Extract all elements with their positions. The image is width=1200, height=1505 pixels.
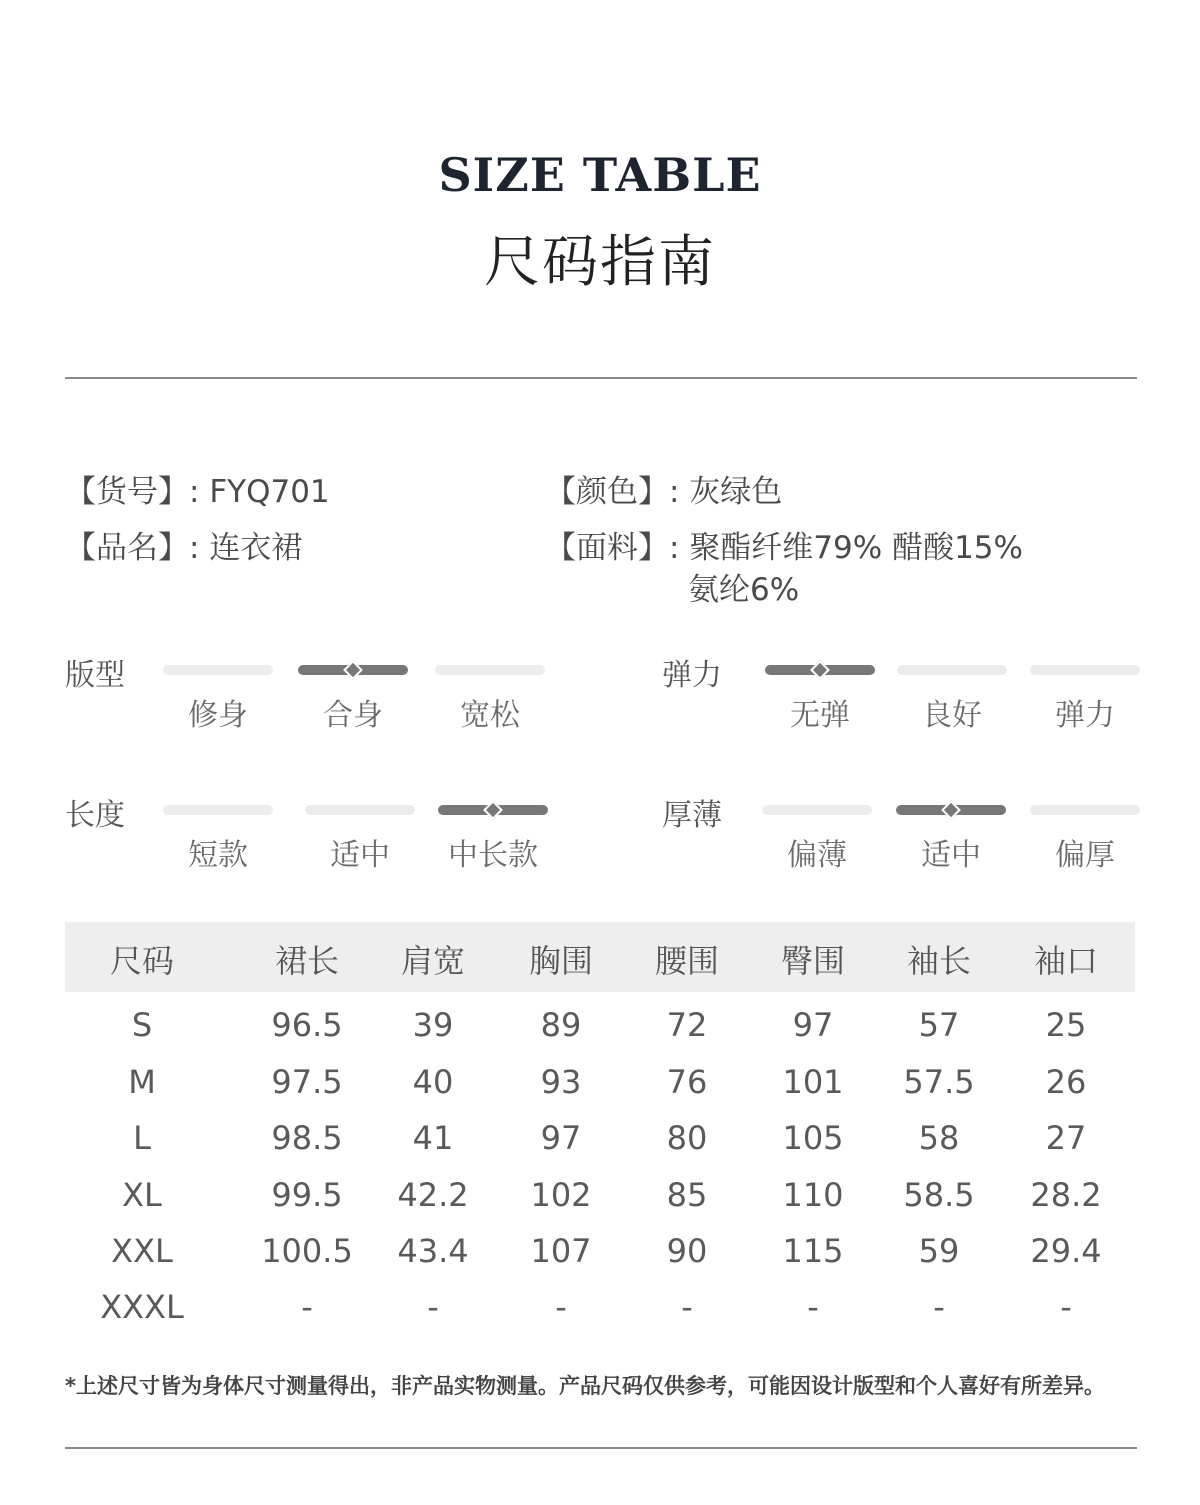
table-cell: 58.5 <box>903 1176 975 1214</box>
product-fabric-label: 【面料】: <box>545 530 680 566</box>
table-cell: 59 <box>918 1232 960 1270</box>
table-cell: 102 <box>530 1176 592 1214</box>
table-cell: 76 <box>666 1063 708 1101</box>
table-cell: 58 <box>918 1119 960 1157</box>
item-number-label: 【货号】: <box>65 474 200 510</box>
table-size-cell: M <box>128 1063 156 1101</box>
table-cell: 85 <box>666 1176 708 1214</box>
stretch-label: 弹力 <box>662 658 722 693</box>
table-cell: 110 <box>782 1176 844 1214</box>
thickness-option-1: 偏薄 <box>787 838 847 873</box>
length-track-2 <box>305 805 415 815</box>
table-cell: 93 <box>540 1063 582 1101</box>
top-divider <box>65 377 1137 379</box>
table-cell: - <box>301 1288 313 1326</box>
fit-track-3 <box>435 665 545 675</box>
page-title-zh: 尺码指南 <box>484 230 716 295</box>
table-cell: 57.5 <box>903 1063 975 1101</box>
table-cell: 39 <box>412 1006 454 1044</box>
table-size-cell: XXXL <box>100 1288 184 1326</box>
thickness-track-1 <box>762 805 872 815</box>
product-name-label: 【品名】: <box>65 530 200 566</box>
product-color-label: 【颜色】: <box>545 474 680 510</box>
fit-track-1 <box>163 665 273 675</box>
table-cell: 80 <box>666 1119 708 1157</box>
length-label: 长度 <box>65 798 125 833</box>
table-cell: 27 <box>1045 1119 1087 1157</box>
stretch-option-3: 弹力 <box>1055 698 1115 733</box>
product-fabric-value-line2: 氨纶6% <box>688 572 800 608</box>
table-cell: 25 <box>1045 1006 1087 1044</box>
table-header-cell: 裙长 <box>274 942 339 980</box>
fit-label: 版型 <box>65 658 125 693</box>
item-number-value: FYQ701 <box>209 474 330 510</box>
stretch-track-2 <box>897 665 1007 675</box>
table-cell: 99.5 <box>271 1176 343 1214</box>
table-cell: 29.4 <box>1030 1232 1102 1270</box>
stretch-option-1: 无弹 <box>790 698 850 733</box>
table-cell: - <box>427 1288 439 1326</box>
table-cell: - <box>933 1288 945 1326</box>
table-cell: 42.2 <box>397 1176 469 1214</box>
table-header-cell: 袖口 <box>1033 942 1098 980</box>
table-header-cell: 胸围 <box>528 942 593 980</box>
thickness-track-2 <box>896 805 1006 815</box>
table-cell: 96.5 <box>271 1006 343 1044</box>
table-cell: 72 <box>666 1006 708 1044</box>
table-cell: 97 <box>792 1006 834 1044</box>
table-cell: 90 <box>666 1232 708 1270</box>
fit-track-2 <box>298 665 408 675</box>
table-header-cell: 尺码 <box>109 942 174 980</box>
table-cell: 97.5 <box>271 1063 343 1101</box>
product-fabric-value-line1: 聚酯纤维79% 醋酸15% <box>689 530 1023 566</box>
product-name <box>65 526 302 570</box>
length-option-3: 中长款 <box>448 838 538 873</box>
table-cell: 107 <box>530 1232 592 1270</box>
product-name-value: 连衣裙 <box>209 530 303 566</box>
table-cell: 97 <box>540 1119 582 1157</box>
table-header-cell: 臀围 <box>780 942 845 980</box>
fit-option-3: 宽松 <box>460 698 520 733</box>
page-title-en: SIZE TABLE <box>438 148 762 202</box>
length-selected-marker <box>483 800 503 820</box>
product-color <box>545 470 782 514</box>
table-cell: 41 <box>412 1119 454 1157</box>
length-track-1 <box>163 805 273 815</box>
thickness-selected-marker <box>941 800 961 820</box>
table-cell: 115 <box>782 1232 844 1270</box>
table-cell: - <box>555 1288 567 1326</box>
table-cell: 105 <box>782 1119 844 1157</box>
thickness-option-3: 偏厚 <box>1055 838 1115 873</box>
thickness-track-3 <box>1030 805 1140 815</box>
table-cell: 26 <box>1045 1063 1087 1101</box>
table-header-cell: 袖长 <box>906 942 971 980</box>
table-cell: 40 <box>412 1063 454 1101</box>
table-size-cell: XXL <box>111 1232 173 1270</box>
length-option-1: 短款 <box>188 838 248 873</box>
fit-option-2: 合身 <box>323 698 383 733</box>
stretch-option-2: 良好 <box>922 698 982 733</box>
length-track-3 <box>438 805 548 815</box>
length-option-2: 适中 <box>330 838 390 873</box>
table-size-cell: L <box>133 1119 151 1157</box>
stretch-selected-marker <box>810 660 830 680</box>
table-cell: 57 <box>918 1006 960 1044</box>
table-cell: - <box>807 1288 819 1326</box>
table-header-cell: 肩宽 <box>400 942 465 980</box>
table-size-cell: XL <box>122 1176 162 1214</box>
stretch-track-1 <box>765 665 875 675</box>
thickness-label: 厚薄 <box>662 798 722 833</box>
item-number <box>65 470 330 514</box>
table-cell: 28.2 <box>1030 1176 1102 1214</box>
size-note: *上述尺寸皆为身体尺寸测量得出，非产品实物测量。产品尺码仅供参考，可能因设计版型和个人喜好有所差异。 <box>65 1374 1105 1398</box>
product-fabric-line2 <box>688 568 799 612</box>
table-cell: 89 <box>540 1006 582 1044</box>
product-fabric <box>545 526 1023 570</box>
table-cell: 101 <box>782 1063 844 1101</box>
table-size-cell: S <box>131 1006 153 1044</box>
table-header-cell: 腰围 <box>654 942 719 980</box>
table-cell: 100.5 <box>261 1232 353 1270</box>
product-color-value: 灰绿色 <box>689 474 783 510</box>
table-cell: - <box>1060 1288 1072 1326</box>
bottom-divider <box>65 1447 1137 1449</box>
stretch-track-3 <box>1030 665 1140 675</box>
table-cell: - <box>681 1288 693 1326</box>
fit-selected-marker <box>343 660 363 680</box>
table-cell: 98.5 <box>271 1119 343 1157</box>
table-cell: 43.4 <box>397 1232 469 1270</box>
fit-option-1: 修身 <box>188 698 248 733</box>
thickness-option-2: 适中 <box>921 838 981 873</box>
